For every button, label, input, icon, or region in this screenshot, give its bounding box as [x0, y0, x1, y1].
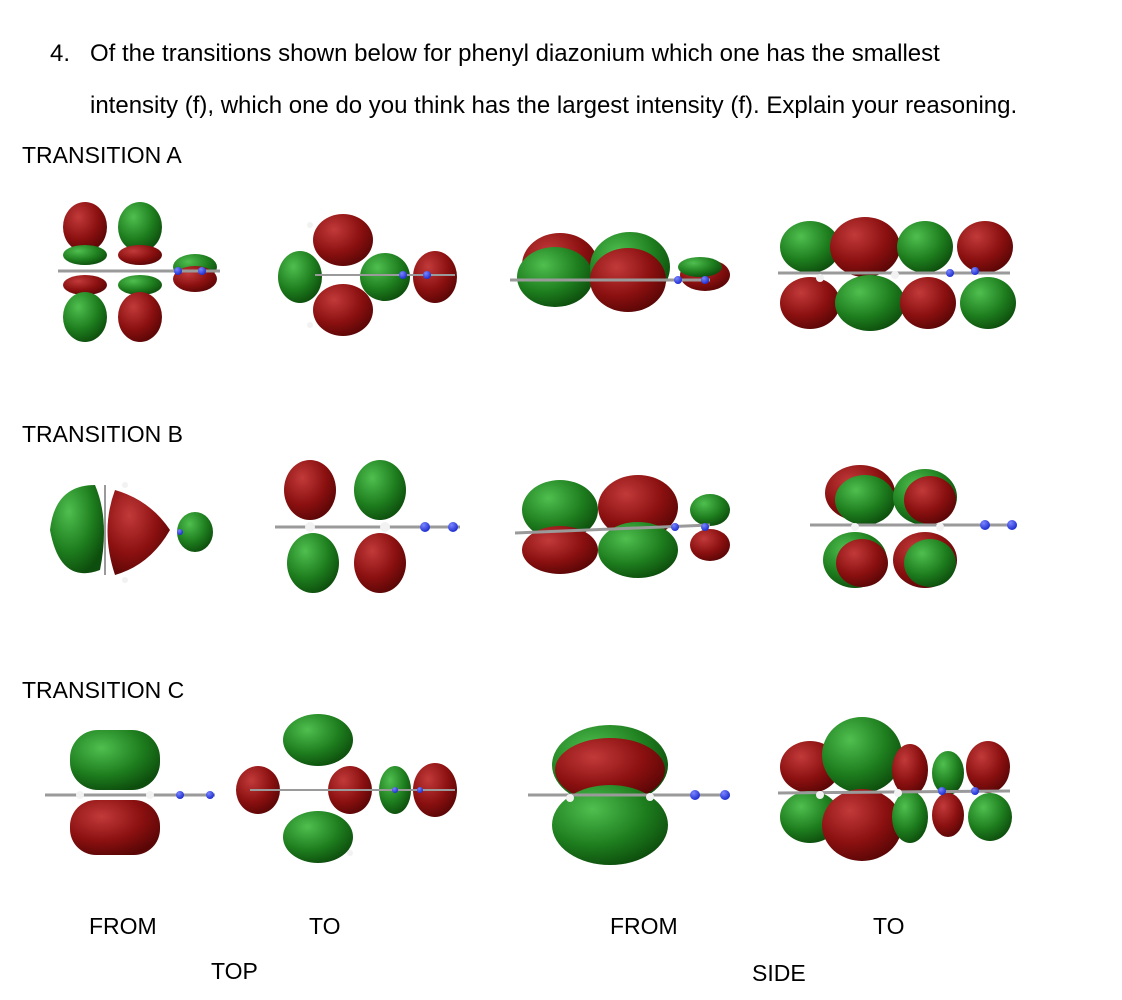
transition-b-label: TRANSITION B	[22, 421, 184, 447]
transition-c-top-to-orbital	[230, 705, 480, 875]
transition-c-label: TRANSITION C	[22, 677, 185, 703]
col-label-top: TOP	[211, 958, 258, 984]
transition-c-side-from-orbital	[510, 715, 760, 885]
question-line-2: intensity (f), which one do you think has the largest intensity (f). Explain your reasoning.	[90, 92, 1018, 119]
transition-c-side-to-orbital	[770, 705, 1020, 875]
transition-b-side-from-orbital	[500, 455, 750, 625]
transition-a-top-from-orbital	[30, 185, 280, 355]
transition-a-side-from-orbital	[500, 185, 750, 355]
transition-b-top-from-orbital	[30, 460, 280, 630]
transition-a-label: TRANSITION A	[22, 142, 182, 168]
col-label-side: SIDE	[752, 960, 806, 986]
question-number: 4.	[50, 40, 71, 67]
transition-b-side-to-orbital	[790, 455, 1040, 625]
col-label-from-side: FROM	[610, 913, 678, 939]
transition-a-side-to-orbital	[770, 185, 1020, 355]
col-label-to-top: TO	[309, 913, 341, 939]
transition-a-top-to-orbital	[255, 185, 505, 355]
transition-b-top-to-orbital	[255, 455, 505, 625]
question-line-1: Of the transitions shown below for phenyl diazonium which one has the smallest	[90, 40, 940, 67]
col-label-from-top: FROM	[89, 913, 157, 939]
col-label-to-side: TO	[873, 913, 905, 939]
